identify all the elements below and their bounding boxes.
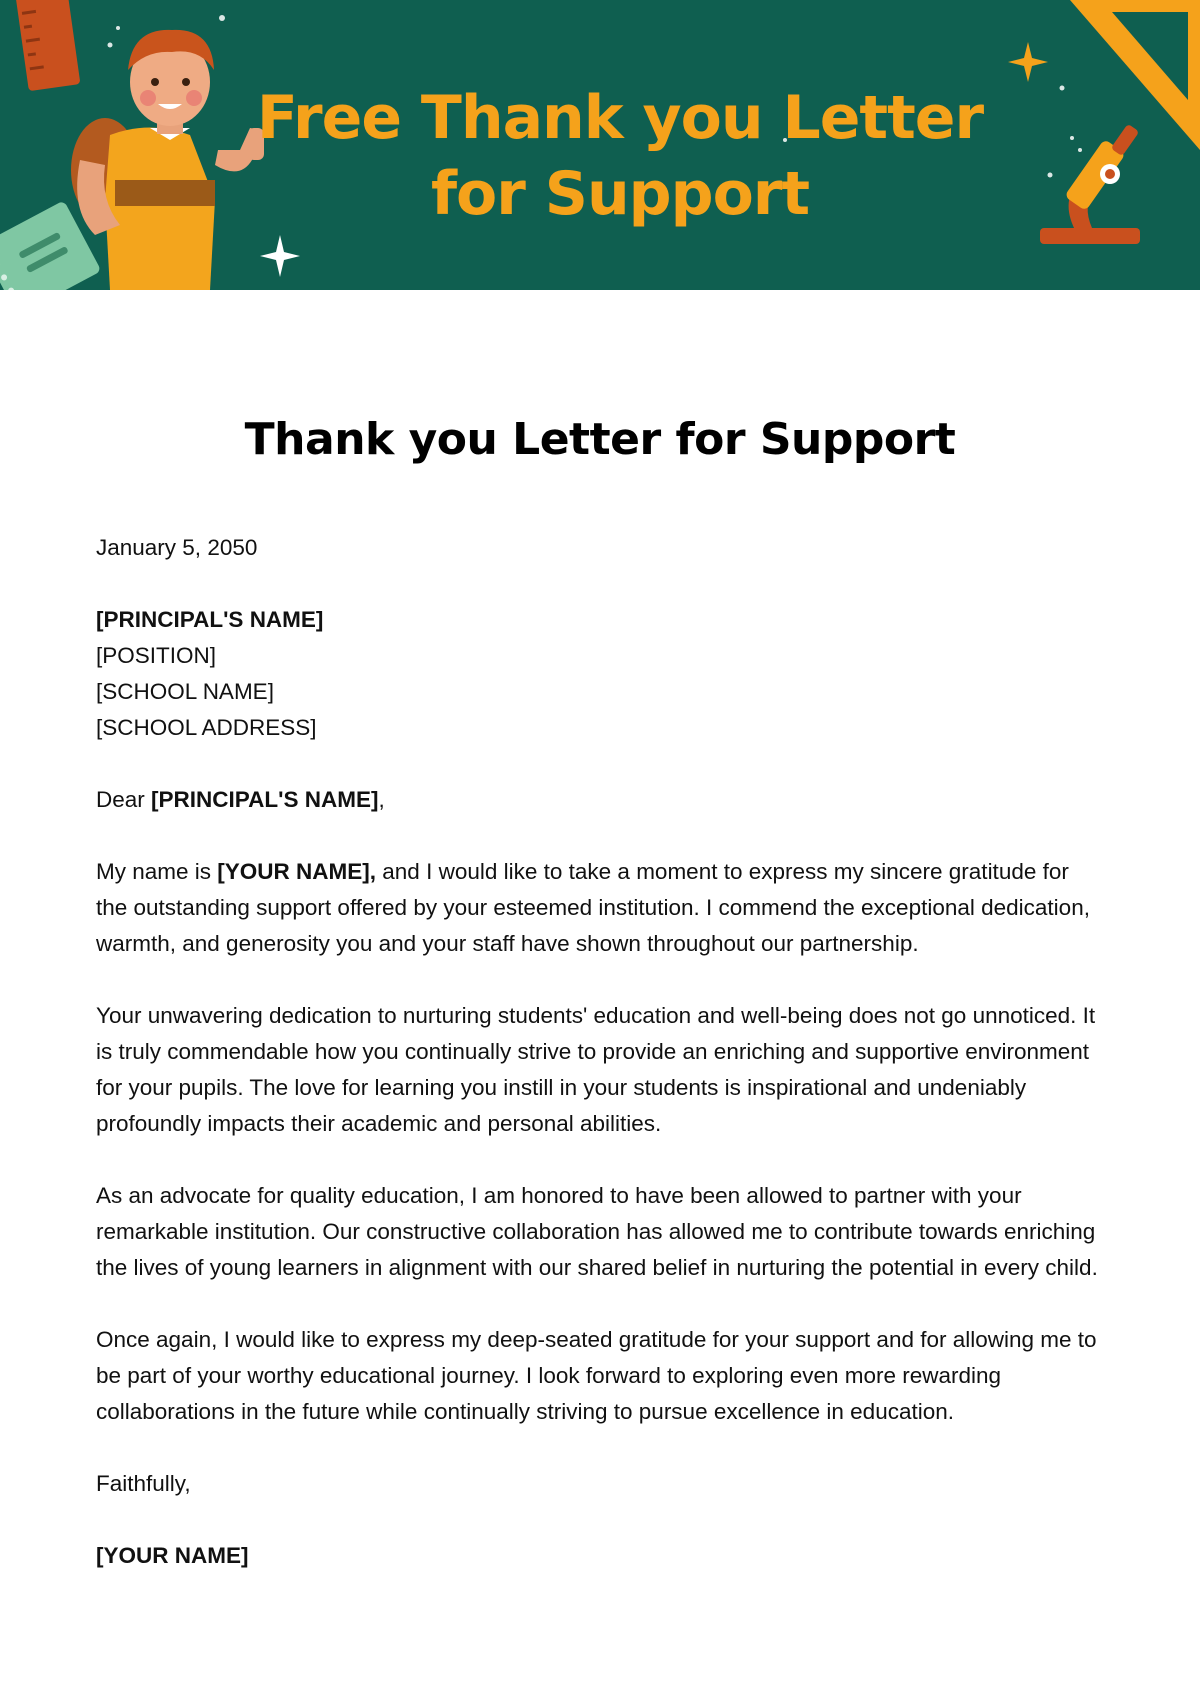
paragraph-4: Once again, I would like to express my deep-seated gratitude for your support and for allowing me to be part of your worthy educational journey. I look forward to exploring even more rewarding collaborations in the future while continually striving to pursue excellence in education. bbox=[96, 1327, 1097, 1424]
recipient-school-name: [SCHOOL NAME] bbox=[96, 679, 274, 704]
header-banner bbox=[0, 0, 1200, 290]
document-title: Thank you Letter for Support bbox=[244, 414, 956, 465]
paragraph-1-prefix: My name is bbox=[96, 859, 218, 884]
paragraph-2: Your unwavering dedication to nurturing students' education and well-being does not go unnoticed. It is truly commendable how you continually strive to provide an enriching and supportive environment for your pupils. The love for learning you instill in your students is inspirational and undeniably profoundly impacts their academic and personal abilities. bbox=[96, 1003, 1096, 1136]
paragraph-3: As an advocate for quality education, I am honored to have been allowed to partner with your remarkable institution. Our constructive collaboration has allowed me to contribute towards enriching the lives of young learners in alignment with our shared belief in nurturing the potential in every child. bbox=[96, 1183, 1098, 1280]
paragraph-1-rest: and I would like to take a moment to express my sincere gratitude for the outstanding support offered by your esteemed institution. I commend the exceptional dedication, warmth, and generosity you and your staff have shown throughout our partnership. bbox=[96, 859, 1090, 956]
salutation-name: [PRINCIPAL'S NAME] bbox=[151, 787, 379, 812]
letter-date: January 5, 2050 bbox=[96, 535, 258, 560]
closing: Faithfully, bbox=[96, 1471, 191, 1496]
banner-title bbox=[250, 80, 990, 232]
paragraph-1-name: [YOUR NAME], bbox=[217, 859, 377, 884]
banner-title-line1: Free Thank you Letter bbox=[256, 83, 984, 153]
signature-name: [YOUR NAME] bbox=[96, 1543, 249, 1568]
salutation bbox=[96, 782, 1106, 818]
student-illustration bbox=[71, 30, 264, 290]
banner-title-line2: for Support bbox=[430, 159, 810, 229]
paragraph-1 bbox=[96, 854, 1106, 962]
recipient-address bbox=[96, 602, 1106, 746]
recipient-position: [POSITION] bbox=[96, 643, 217, 668]
ruler-icon bbox=[15, 0, 80, 91]
set-square-icon bbox=[1070, 0, 1200, 150]
microscope-icon bbox=[1040, 124, 1140, 244]
salutation-suffix: , bbox=[378, 787, 385, 812]
sparkle-icon bbox=[260, 235, 300, 277]
recipient-name: [PRINCIPAL'S NAME] bbox=[96, 607, 324, 632]
sparkle-icon bbox=[1008, 42, 1048, 82]
letter-body bbox=[96, 530, 1106, 1574]
salutation-prefix: Dear bbox=[96, 787, 152, 812]
recipient-school-address: [SCHOOL ADDRESS] bbox=[96, 715, 317, 740]
